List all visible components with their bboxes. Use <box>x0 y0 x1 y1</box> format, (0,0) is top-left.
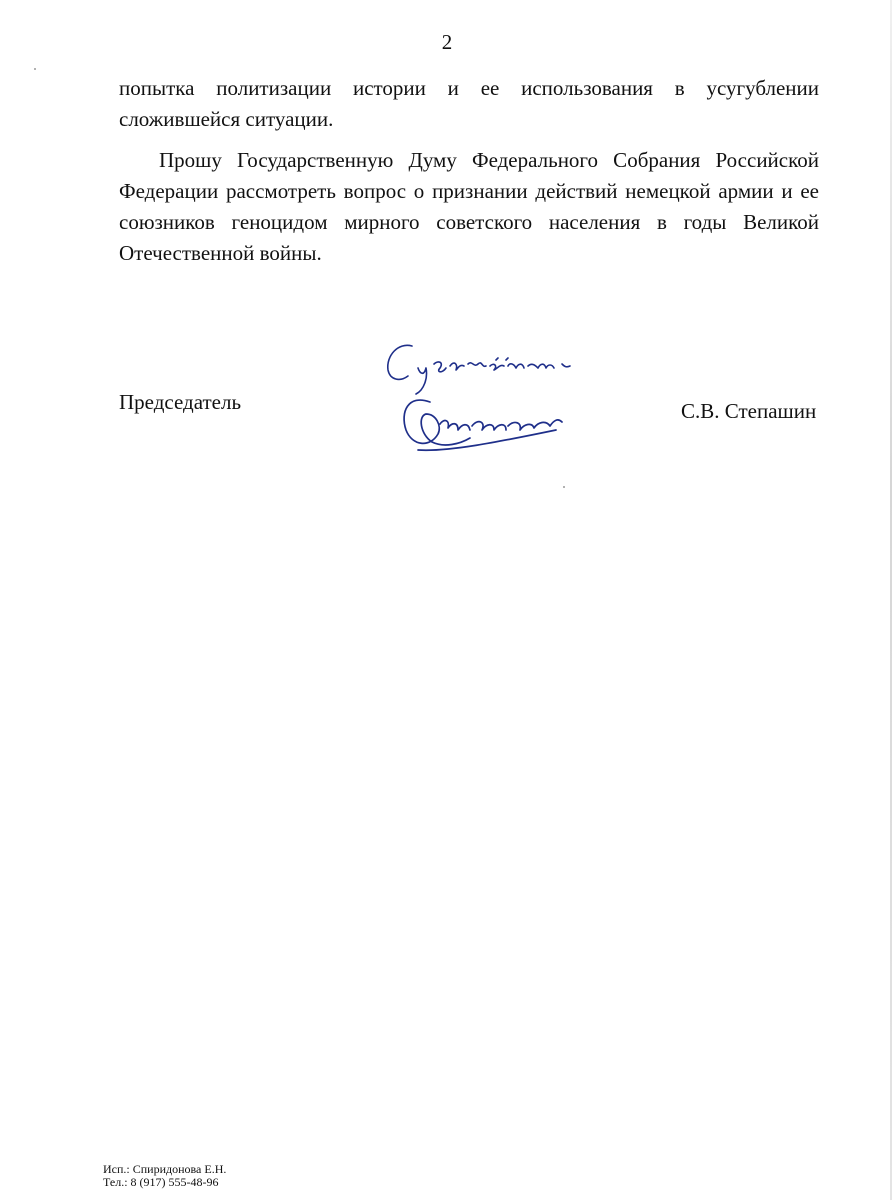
paragraph-request: Прошу Государственную Думу Федерального Собрания Российской Федерации рассмотреть вопрос о признании действий немецкой армии и ее союзников геноцидом мирного советского населения в годы Великой Отечественной войны. <box>119 148 819 265</box>
signer-name: С.В. Степашин <box>681 399 817 423</box>
executor-name: Исп.: Спиридонова Е.Н. <box>103 1162 227 1176</box>
page-number: 2 <box>441 30 453 54</box>
executor-info <box>103 1163 226 1189</box>
handwritten-signature-icon <box>378 338 598 468</box>
paragraph-continuation: попытка политизации истории и ее использования в усугублении сложившейся ситуации. <box>119 76 819 131</box>
scan-speck <box>34 68 36 70</box>
scan-speck <box>563 486 565 488</box>
scan-edge-shadow <box>890 0 892 1200</box>
signer-position-title: Председатель <box>119 390 242 414</box>
executor-phone: Тел.: 8 (917) 555-48-96 <box>103 1175 219 1189</box>
